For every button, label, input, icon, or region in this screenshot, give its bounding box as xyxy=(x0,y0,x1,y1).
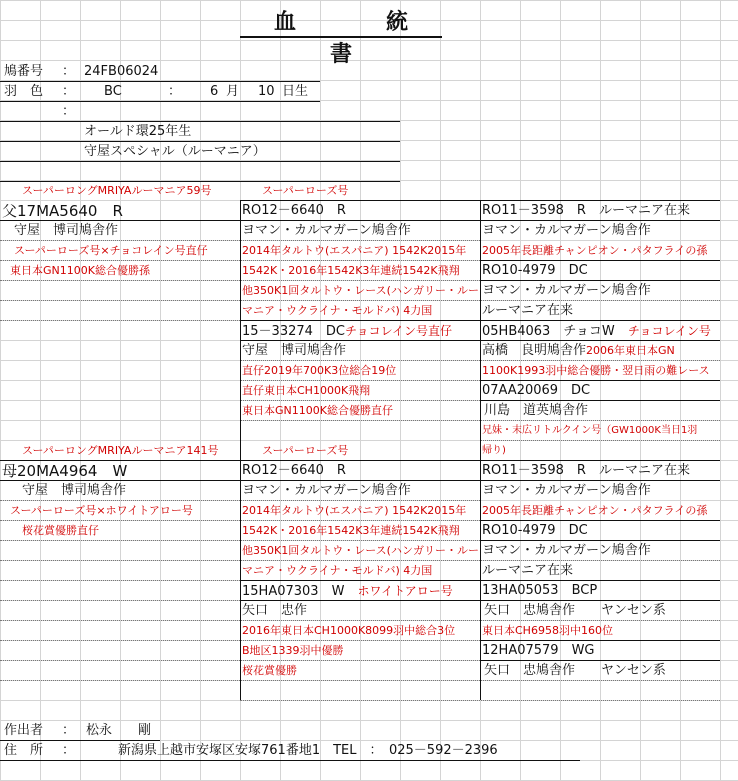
day-unit: 日生 xyxy=(282,84,309,99)
sire-ff-note: 2005年長距離チャンピオン・パタフライの孫 xyxy=(482,244,708,257)
sire-mother-ring: 15－33274 DCチョコレイン号直仔 xyxy=(242,324,453,339)
dam-father-note: 他350K1回タルトウ・レース(ハンガリー・ルー xyxy=(242,544,479,557)
sire-father-note: 2014年タルトウ(エスパニア) 1542K2015年 xyxy=(242,244,467,257)
sire-desc: スーパーローズ号×チョコレイン号直仔 xyxy=(14,244,208,257)
dam-ff-breeder: ヨマン・カルマガーン鳩舎作 xyxy=(482,483,651,498)
author-name: 松永 剛 xyxy=(86,723,152,738)
birth-day: 10 xyxy=(258,84,275,99)
sire-note-2: スーパーローズ号 xyxy=(262,184,349,197)
dam-father-ring: RO12－6640 R xyxy=(242,463,346,478)
sire-mother-note: 直仔東日本CH1000K飛翔 xyxy=(242,384,371,397)
dam-mother-breeder: 矢口 忠作 xyxy=(242,603,308,618)
dam-note-2: スーパーローズ号 xyxy=(262,444,349,457)
dam-breeder: 守屋 博司鳩舎作 xyxy=(22,483,127,498)
sire-ff-ring: RO11－3598 R ルーマニア在来 xyxy=(482,203,690,218)
color-label: 羽 色 xyxy=(4,84,44,99)
dam-mother-note: 2016年東日本CH1000K8099羽中総合3位 xyxy=(242,624,456,637)
dam-mother-note: B地区1339羽中優勝 xyxy=(242,644,344,657)
address-label: 住 所 xyxy=(4,743,44,758)
dam-desc: スーパーローズ号×ホワイトアロー号 xyxy=(10,504,193,517)
sire-father-note: マニア・ウクライナ・モルドバ) 4力国 xyxy=(242,304,433,317)
pigeon-no: 24FB06024 xyxy=(84,64,159,79)
dam-father-note: 1542K・2016年1542K3年連続1542K飛翔 xyxy=(242,524,460,537)
sire-mother-note: 東日本GN1100K総合優勝直仔 xyxy=(242,404,393,417)
sire-breeder: 守屋 博司鳩舎作 xyxy=(14,223,119,238)
dam-father-note: 2014年タルトウ(エスパニア) 1542K2015年 xyxy=(242,504,467,517)
sire-mm-note: 兄妹・末広リトルクイン号（GW1000K当日1羽 xyxy=(482,425,698,436)
dam-ff-note: 2005年長距離チャンピオン・パタフライの孫 xyxy=(482,504,708,517)
sire-mother-breeder: 守屋 博司鳩舎作 xyxy=(242,343,347,358)
strain-line: 守屋スペシャル（ルーマニア） xyxy=(84,144,266,159)
sire-father-note: 他350K1回タルトウ・レース(ハンガリー・ルー xyxy=(242,284,479,297)
sire-mf-note: 1100K1993羽中総合優勝・翌日雨の難レース xyxy=(482,364,710,377)
birth-month: 6 xyxy=(210,84,219,99)
colon: ： xyxy=(168,84,182,99)
dam-ring: 母20MA4964 W xyxy=(2,462,128,480)
page-title: 血 統 書 xyxy=(240,6,442,38)
dam-fm-origin: ルーマニア在来 xyxy=(482,563,574,578)
colon: ： xyxy=(62,743,76,758)
dam-father-breeder: ヨマン・カルマガーン鳩舎作 xyxy=(242,483,411,498)
dam-mf-breeder: 矢口 忠鳩舎作 ヤンセン系 xyxy=(484,603,666,618)
colon: ： xyxy=(62,84,76,99)
month-unit: 月 xyxy=(226,84,240,99)
colon: ： xyxy=(62,64,76,79)
dam-ff-ring: RO11－3598 R ルーマニア在来 xyxy=(482,463,690,478)
sire-note: スーパーロングMRIYAルーマニア59号 xyxy=(22,184,212,197)
dam-mother-ring: 15HA07303 W ホワイトアロー号 xyxy=(242,584,453,599)
dam-father-note: マニア・ウクライナ・モルドバ) 4力国 xyxy=(242,564,433,577)
dam-desc: 桜花賞優勝直仔 xyxy=(22,524,99,537)
dam-mf-note: 東日本CH6958羽中160位 xyxy=(482,624,613,637)
dam-mm-ring: 12HA07579 WG xyxy=(482,643,595,658)
colon: ： xyxy=(62,723,76,738)
ring-year-line: オールド環25年生 xyxy=(84,124,192,139)
sire-mother-note: 直仔2019年700K3位総合19位 xyxy=(242,364,397,377)
feather-color: BC xyxy=(104,84,122,99)
pigeon-no-label: 鳩番号 xyxy=(4,64,44,79)
sire-ring: 父17MA5640 R xyxy=(2,202,123,220)
colon: ： xyxy=(62,104,76,119)
dam-mm-breeder: 矢口 忠鳩舎作 ヤンセン系 xyxy=(484,663,666,678)
dam-note: スーパーロングMRIYAルーマニア141号 xyxy=(22,444,219,457)
sire-fm-ring: RO10-4979 DC xyxy=(482,263,588,278)
sire-mm-breeder: 川島 道英鳩舎作 xyxy=(484,403,589,418)
sire-father-ring: RO12－6640 R xyxy=(242,203,346,218)
dam-mf-ring: 13HA05053 BCP xyxy=(482,583,598,598)
sire-fm-origin: ルーマニア在来 xyxy=(482,303,574,318)
sire-desc: 東日本GN1100K総合優勝孫 xyxy=(10,264,150,277)
sire-mm-ring: 07AA20069 DC xyxy=(482,383,591,398)
sire-mf-ring: 05HB4063 チョコW チョコレイン号 xyxy=(482,324,711,339)
sire-father-note: 1542K・2016年1542K3年連続1542K飛翔 xyxy=(242,264,460,277)
sire-ff-breeder: ヨマン・カルマガーン鳩舎作 xyxy=(482,223,651,238)
dam-fm-ring: RO10-4979 DC xyxy=(482,523,588,538)
dam-mother-note: 桜花賞優勝 xyxy=(242,664,297,677)
sire-fm-breeder: ヨマン・カルマガーン鳩舎作 xyxy=(482,283,651,298)
dam-fm-breeder: ヨマン・カルマガーン鳩舎作 xyxy=(482,543,651,558)
sire-mm-note: 帰り) xyxy=(482,445,506,456)
address: 新潟県上越市安塚区安塚761番地1 TEL ： 025－592－2396 xyxy=(118,743,498,758)
sire-father-breeder: ヨマン・カルマガーン鳩舎作 xyxy=(242,223,411,238)
author-label: 作出者 xyxy=(4,723,44,738)
sire-mf-breeder: 高橋 良明鳩舎作2006年東日本GN xyxy=(482,343,675,358)
